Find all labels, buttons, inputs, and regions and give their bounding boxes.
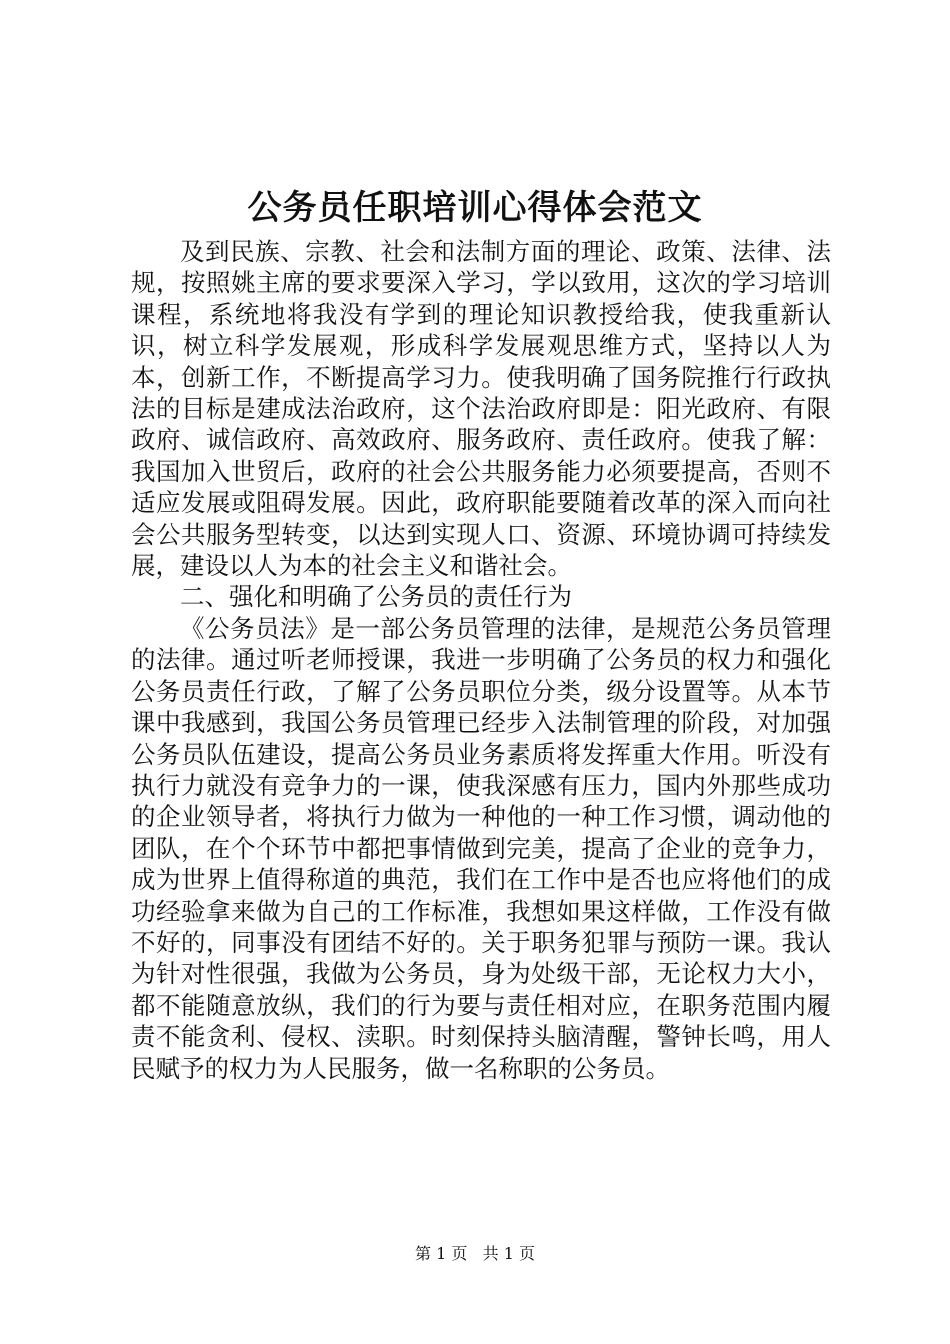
document-body <box>131 236 831 1084</box>
paragraph-civil-servant-law: 《公务员法》是一部公务员管理的法律，是规范公务员管理的法律。通过听老师授课，我进一步明确了公务员的权力和强化公务员责任行政，了解了公务员职位分类，级分设置等。从本节课中我感到，我国公务员管理已经步入法制管理的阶段，对加强公务员队伍建设，提高公务员业务素质将发挥重大作用。听没有执行力就没有竞争力的一课，使我深感有压力，国内外那些成功的企业领导者，将执行力做为一种他的一种工作习惯，调动他的团队，在个个环节中都把事情做到完美，提高了企业的竞争力，成为世界上值得称道的典范，我们在工作中是否也应将他们的成功经验拿来做为自己的工作标准，我想如果这样做，工作没有做不好的，同事没有团结不好的。关于职务犯罪与预防一课。我认为针对性很强，我做为公务员，身为处级干部，无论权力大小，都不能随意放纵，我们的行为要与责任相对应，在职务范围内履责不能贪利、侵权、渎职。时刻保持头脑清醒，警钟长鸣，用人民赋予的权力为人民服务，做一名称职的公务员。 <box>131 613 831 1083</box>
page-number: 第 1 页 <box>415 1244 468 1263</box>
document-title: 公务员任职培训心得体会范文 <box>247 188 703 228</box>
paragraph-intro: 及到民族、宗教、社会和法制方面的理论、政策、法律、法规，按照姚主席的要求要深入学习，学以致用，这次的学习培训课程，系统地将我没有学到的理论知识教授给我，使我重新认识，树立科学发展观，形成科学发展观思维方式，坚持以人为本，创新工作，不断提高学习力。使我明确了国务院推行行政执法的目标是建成法治政府，这个法治政府即是：阳光政府、有限政府、诚信政府、高效政府、服务政府、责任政府。使我了解：我国加入世贸后，政府的社会公共服务能力必须要提高，否则不适应发展或阻碍发展。因此，政府职能要随着改革的深入而向社会公共服务型转变，以达到实现人口、资源、环境协调可持续发展，建设以人为本的社会主义和谐社会。 <box>131 237 831 581</box>
page-separator <box>472 1244 477 1263</box>
page-footer <box>0 1244 950 1264</box>
page-total: 共 1 页 <box>482 1244 535 1263</box>
section-heading: 二、强化和明确了公务员的责任行为 <box>180 582 572 612</box>
